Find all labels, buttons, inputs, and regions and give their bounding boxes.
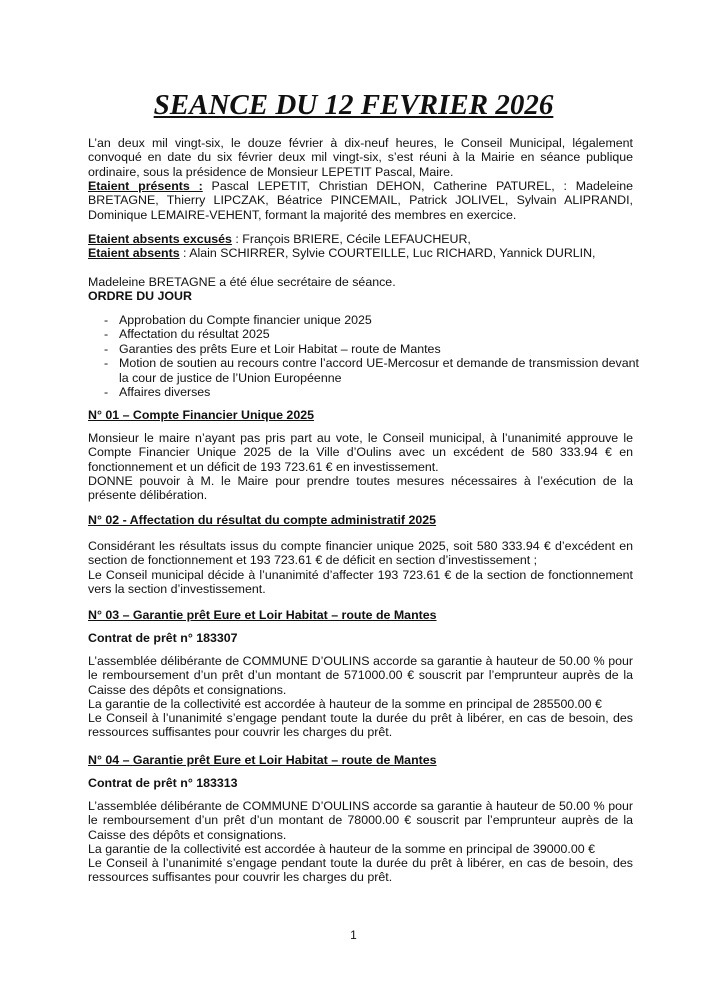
section-4-p1: L’assemblée délibérante de COMMUNE D’OULINS accorde sa garantie à hauteur de 50.00 % pour le remboursement d’un prêt d’un montant de 78000.00 € souscrit par l’emprunteur auprès de la Caisse des dépôts et consignations.: [88, 799, 633, 842]
agenda-item: - Affectation du résultat 2025: [104, 327, 270, 342]
absents-text: : Alain SCHIRRER, Sylvie COURTEILLE, Luc RICHARD, Yannick DURLIN,: [179, 246, 596, 260]
presents-paragraph: [88, 179, 633, 222]
absents-line: [88, 246, 633, 260]
section-4-contract: Contrat de prêt n° 183313: [88, 776, 238, 790]
agenda-list: [104, 313, 639, 399]
section-3-p1: L’assemblée délibérante de COMMUNE D’OULINS accorde sa garantie à hauteur de 50.00 % pour le remboursement d’un prêt d’un montant de 571000.00 € souscrit par l’emprunteur auprès de la Caisse des dépôts et consignations.: [88, 654, 633, 697]
section-4-p2: La garantie de la collectivité est accordée à hauteur de la somme en principal de 39000.00 €: [88, 842, 595, 856]
section-3-heading: N° 03 – Garantie prêt Eure et Loir Habitat – route de Mantes: [88, 608, 437, 622]
section-3-p3: Le Conseil à l’unanimité s’engage pendant toute la durée du prêt à libérer, en cas de besoin, des ressources suffisantes pour couvrir les charges du prêt.: [88, 711, 633, 740]
absents-excuses-label: Etaient absents excusés: [88, 232, 232, 246]
agenda-item: - Approbation du Compte financier unique 2025: [104, 313, 372, 327]
section-2-p2: Le Conseil municipal décide à l’unanimité d’affecter 193 723.61 € de la section de fonctionnement vers la section d’investissement.: [88, 568, 633, 597]
intro-paragraph: L’an deux mil vingt-six, le douze février à dix-neuf heures, le Conseil Municipal, légalement convoqué en date du six février deux mil vingt-six, s’est réuni à la Mairie en séance publique ordinaire, sous la présidence de Monsieur LEPETIT Pascal, Maire.: [88, 136, 633, 179]
agenda-title: ORDRE DU JOUR: [88, 289, 192, 303]
section-1-donne: DONNE pouvoir à M. le Maire pour prendre toutes mesures nécessaires à l’exécution de la présente délibération.: [88, 474, 633, 503]
section-1-heading: N° 01 – Compte Financier Unique 2025: [88, 408, 314, 422]
agenda-item: - Garanties des prêts Eure et Loir Habitat – route de Mantes: [104, 341, 441, 356]
section-4-p3: Le Conseil à l’unanimité s’engage pendant toute la durée du prêt à libérer, en cas de besoin, des ressources suffisantes pour couvrir les charges du prêt.: [88, 856, 633, 885]
page-number: 1: [350, 928, 357, 942]
section-4-heading: N° 04 – Garantie prêt Eure et Loir Habitat – route de Mantes: [88, 753, 437, 767]
section-1-body: Monsieur le maire n’ayant pas pris part au vote, le Conseil municipal, à l’unanimité approuve le Compte Financier Unique 2025 de la Ville d’Oulins avec un excédent de 580 333.94 € en fonctionnement et un déficit de 193 723.61 € en investissement.: [88, 431, 633, 474]
presents-label: Etaient présents :: [88, 179, 203, 193]
section-3-contract: Contrat de prêt n° 183307: [88, 631, 238, 645]
absents-label: Etaient absents: [88, 246, 180, 260]
section-2-p1: Considérant les résultats issus du compte financier unique 2025, soit 580 333.94 € d’excédent en section de fonctionnement et 193 723.61 € de déficit en section d’investissement ;: [88, 539, 633, 568]
agenda-item: - Affaires diverses: [104, 385, 211, 400]
absents-excuses-line: [88, 232, 633, 246]
page-title: SEANCE DU 12 FEVRIER 2026: [153, 89, 554, 121]
section-2-heading: N° 02 - Affectation du résultat du compte administratif 2025: [88, 513, 437, 527]
presents-text: Pascal LEPETIT, Christian DEHON, Catherine PATUREL, : Madeleine BRETAGNE, Thierry LIPCZAK, Béatrice PINCEMAIL, Patrick JOLIVEL, Sylvain ALIPRANDI, Dominique LEMAIRE-VEHENT, formant la majorité des membres en exercice.: [88, 179, 633, 222]
section-3-p2: La garantie de la collectivité est accordée à hauteur de la somme en principal de 285500.00 €: [88, 697, 602, 711]
agenda-item: - Motion de soutien au recours contre l’accord UE-Mercosur et demande de transmission devant la cour de justice de l’Union Européenne: [104, 356, 639, 385]
secretary-line: Madeleine BRETAGNE a été élue secrétaire de séance.: [88, 275, 396, 289]
absents-excuses-text: : François BRIERE, Cécile LEFAUCHEUR,: [231, 232, 471, 246]
